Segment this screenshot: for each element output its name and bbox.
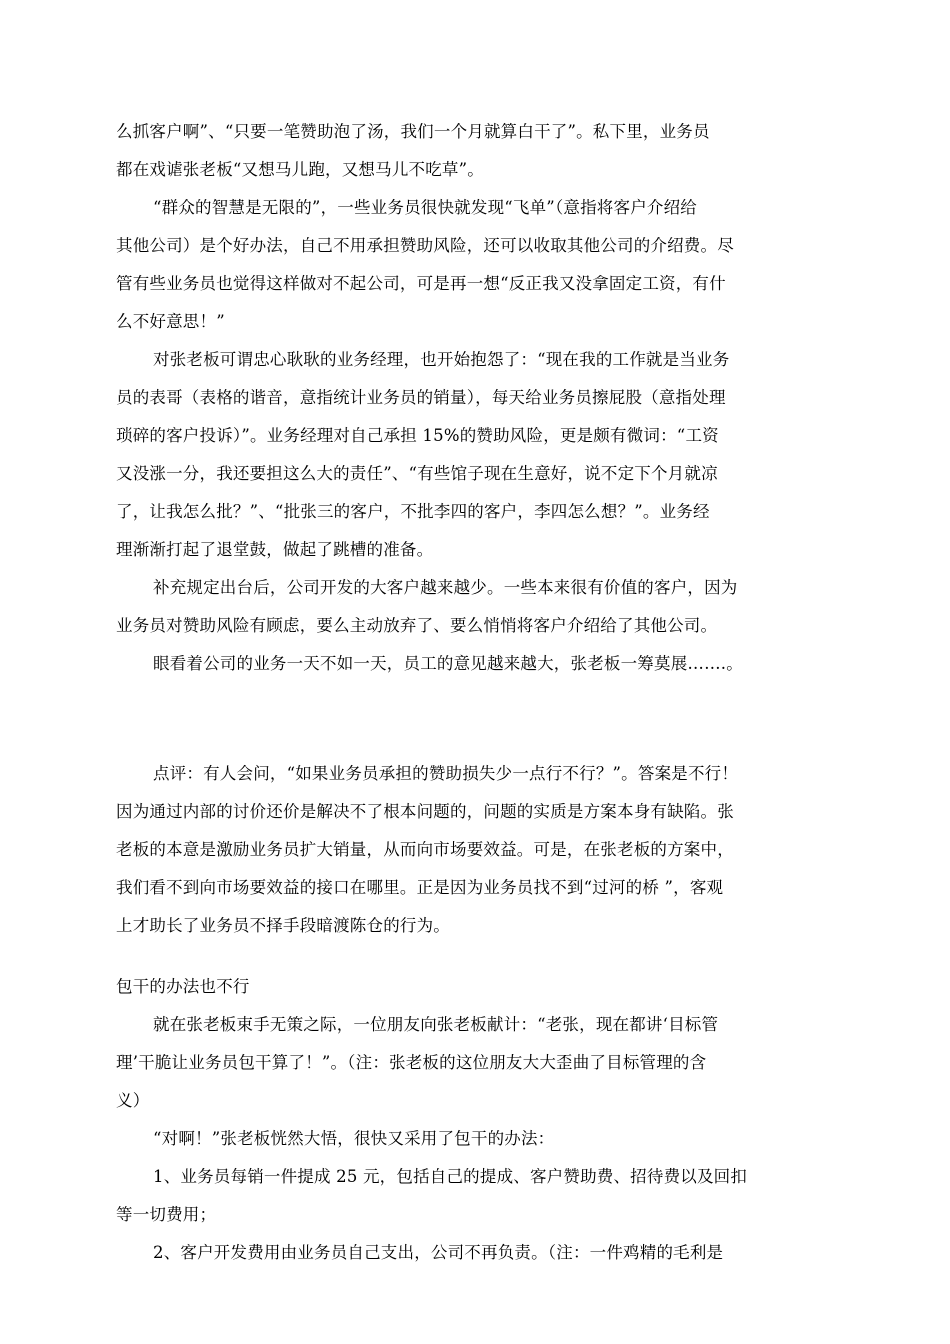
text-line: 1、业务员每销一件提成 25 元，包括自己的提成、客户赞助费、招待费以及回扣 — [153, 1167, 748, 1186]
text-line: 么抓客户啊”、“只要一笔赞助泡了汤，我们一个月就算白干了”。私下里，业务员 — [116, 122, 710, 141]
text-line: 上才助长了业务员不择手段暗渡陈仓的行为。 — [116, 916, 450, 935]
text-line: 员的表哥（表格的谐音，意指统计业务员的销量），每天给业务员擦屁股（意指处理 — [116, 388, 726, 407]
commentary-section — [116, 755, 838, 945]
text-line: 都在戏谑张老板“又想马儿跑，又想马儿不吃草”。 — [116, 160, 484, 179]
text-line: 就在张老板束手无策之际，一位朋友向张老板献计：“老张，现在都讲‘目标管 — [153, 1015, 719, 1034]
text-line: 么不好意思！” — [116, 312, 225, 331]
text-line: 老板的本意是激励业务员扩大销量，从而向市场要效益。可是，在张老板的方案中， — [116, 840, 734, 859]
section-heading: 包干的办法也不行 — [116, 977, 250, 996]
text-line: 理渐渐打起了退堂鼓，做起了跳槽的准备。 — [116, 540, 434, 559]
text-line: 补充规定出台后，公司开发的大客户越来越少。一些本来很有价值的客户，因为 — [153, 578, 738, 597]
text-line: 眼看着公司的业务一天不如一天，员工的意见越来越大，张老板一筹莫展…….。 — [153, 654, 743, 673]
text-line: 等一切费用； — [116, 1205, 217, 1224]
text-line: 点评：有人会问，“如果业务员承担的赞助损失少一点行不行？”。答案是不行！ — [153, 764, 739, 783]
text-line: “群众的智慧是无限的”，一些业务员很快就发现“飞单”（意指将客户介绍给 — [153, 198, 697, 217]
text-line: 了，让我怎么批？”、“批张三的客户，不批李四的客户，李四怎么想？”。业务经 — [116, 502, 710, 521]
text-line: “对啊！”张老板恍然大悟，很快又采用了包干的办法： — [153, 1129, 555, 1148]
text-line: 琐碎的客户投诉）”。业务经理对自己承担 15%的赞助风险，更是颇有微词：“工资 — [116, 426, 719, 445]
text-line: 义） — [116, 1091, 150, 1110]
story-section — [116, 113, 838, 683]
text-line: 2、客户开发费用由业务员自己支出，公司不再负责。（注：一件鸡精的毛利是 — [153, 1243, 724, 1262]
text-line: 理’干脆让业务员包干算了！”。（注：张老板的这位朋友大大歪曲了目标管理的含 — [116, 1053, 707, 1072]
contract-section — [116, 968, 838, 1272]
text-line: 其他公司）是个好办法，自己不用承担赞助风险，还可以收取其他公司的介绍费。尽 — [116, 236, 734, 255]
text-line: 管有些业务员也觉得这样做对不起公司，可是再一想“反正我又没拿固定工资，有什 — [116, 274, 726, 293]
text-line: 又没涨一分，我还要担这么大的责任”、“有些馆子现在生意好，说不定下个月就凉 — [116, 464, 718, 483]
text-line: 因为通过内部的讨价还价是解决不了根本问题的，问题的实质是方案本身有缺陷。张 — [116, 802, 734, 821]
text-line: 我们看不到向市场要效益的接口在哪里。正是因为业务员找不到“过河的桥 ”，客观 — [116, 878, 724, 897]
text-line: 业务员对赞助风险有顾虑，要么主动放弃了、要么悄悄将客户介绍给了其他公司。 — [116, 616, 718, 635]
text-line: 对张老板可谓忠心耿耿的业务经理，也开始抱怨了：“现在我的工作就是当业务 — [153, 350, 730, 369]
